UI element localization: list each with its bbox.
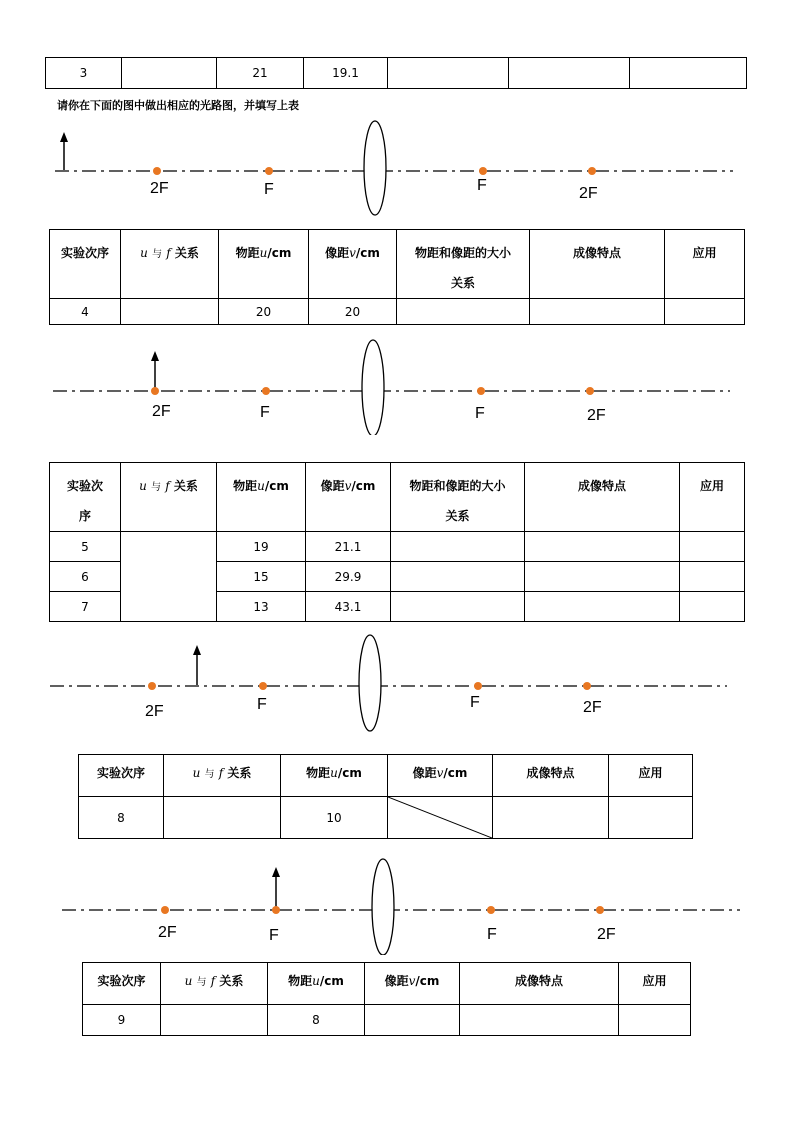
cell-u: 21: [217, 58, 304, 89]
header-use: 应用: [619, 963, 691, 1005]
header-image: 成像特点: [525, 463, 680, 532]
header-v: 像距v/cm: [388, 755, 493, 797]
cell-seq: 8: [79, 797, 164, 839]
table-row: 7 13 43.1: [50, 592, 745, 622]
header-seq: 实验次 序: [50, 463, 121, 532]
focal-point-f-left: [259, 682, 267, 690]
header-seq: 实验次序: [83, 963, 161, 1005]
header-v: 像距v/cm: [306, 463, 391, 532]
label-2f-left: 2F: [145, 703, 164, 720]
cell-uf: [122, 58, 217, 89]
header-seq: 实验次序: [50, 230, 121, 299]
lens: [372, 859, 394, 955]
focal-point-f-right: [487, 906, 495, 914]
header-image: 成像特点: [460, 963, 619, 1005]
header-v: 像距v/cm: [365, 963, 460, 1005]
header-u: 物距u/cm: [268, 963, 365, 1005]
label-f-left: F: [260, 404, 270, 421]
cell-seq: 9: [83, 1005, 161, 1036]
cell-use: [630, 58, 747, 89]
label-f-right: F: [470, 694, 480, 711]
cell-v: 20: [309, 299, 397, 325]
focal-point-2f-right: [588, 167, 596, 175]
lens-diagram-3: [0, 628, 794, 738]
focal-point-2f-left: [153, 167, 161, 175]
header-use: 应用: [680, 463, 745, 532]
header-u: 物距u/cm: [281, 755, 388, 797]
table-row3: [45, 57, 747, 89]
cell-u: 8: [268, 1005, 365, 1036]
cell-v: 19.1: [304, 58, 388, 89]
focal-point-2f-right: [586, 387, 594, 395]
focal-point-f-left: [265, 167, 273, 175]
header-uf: u 与 f 关系: [121, 230, 219, 299]
header-compare: 物距和像距的大小 关系: [391, 463, 525, 532]
label-f-right: F: [477, 177, 487, 194]
focal-point-2f-left: [151, 387, 159, 395]
focal-point-f-right: [474, 682, 482, 690]
lens: [359, 635, 381, 731]
cell-v-na: [388, 797, 493, 839]
header-use: 应用: [609, 755, 693, 797]
label-2f-right: 2F: [579, 185, 598, 202]
focal-point-2f-left: [161, 906, 169, 914]
header-uf: u 与 f 关系: [164, 755, 281, 797]
header-image: 成像特点: [530, 230, 665, 299]
label-2f-right: 2F: [597, 926, 616, 943]
focal-point-2f-right: [583, 682, 591, 690]
cell-seq: 3: [46, 58, 122, 89]
header-v: 像距v/cm: [309, 230, 397, 299]
cell-u: 10: [281, 797, 388, 839]
diagonal-slash: [388, 797, 492, 838]
table-8: [78, 754, 693, 839]
focal-point-2f-left: [148, 682, 156, 690]
table-9: [82, 962, 691, 1036]
label-f-right: F: [475, 405, 485, 422]
cell-u: 20: [219, 299, 309, 325]
header-use: 应用: [665, 230, 745, 299]
label-f-right: F: [487, 926, 497, 943]
header-uf: u 与 f 关系: [161, 963, 268, 1005]
table-row: 5 19 21.1: [50, 532, 745, 562]
label-2f-left: 2F: [152, 403, 171, 420]
table-row: 6 15 29.9: [50, 562, 745, 592]
header-image: 成像特点: [493, 755, 609, 797]
header-seq: 实验次序: [79, 755, 164, 797]
lens-diagram-2: [0, 335, 794, 435]
table-4: [49, 229, 745, 325]
label-2f-left: 2F: [158, 924, 177, 941]
cell-seq: 4: [50, 299, 121, 325]
focal-point-f-right: [477, 387, 485, 395]
header-compare: 物距和像距的大小 关系: [397, 230, 530, 299]
focal-point-f-left: [262, 387, 270, 395]
header-u: 物距u/cm: [217, 463, 306, 532]
label-f-left: F: [269, 927, 279, 944]
label-2f-right: 2F: [583, 699, 602, 716]
lens: [364, 121, 386, 215]
lens-diagram-4: [0, 855, 794, 955]
instruction-text: 请你在下面的图中做出相应的光路图，并填写上表: [57, 99, 299, 112]
table-5-7: [49, 462, 745, 622]
header-u: 物距u/cm: [219, 230, 309, 299]
lens: [362, 340, 384, 435]
focal-point-f-right: [479, 167, 487, 175]
cell-img: [509, 58, 630, 89]
lens-diagram-1: [0, 110, 794, 220]
label-f-left: F: [257, 696, 267, 713]
focal-point-f-left: [272, 906, 280, 914]
header-uf: u 与 f 关系: [121, 463, 217, 532]
focal-point-2f-right: [596, 906, 604, 914]
cell-cmp: [388, 58, 509, 89]
label-2f-right: 2F: [587, 407, 606, 424]
label-2f-left: 2F: [150, 180, 169, 197]
label-f-left: F: [264, 181, 274, 198]
